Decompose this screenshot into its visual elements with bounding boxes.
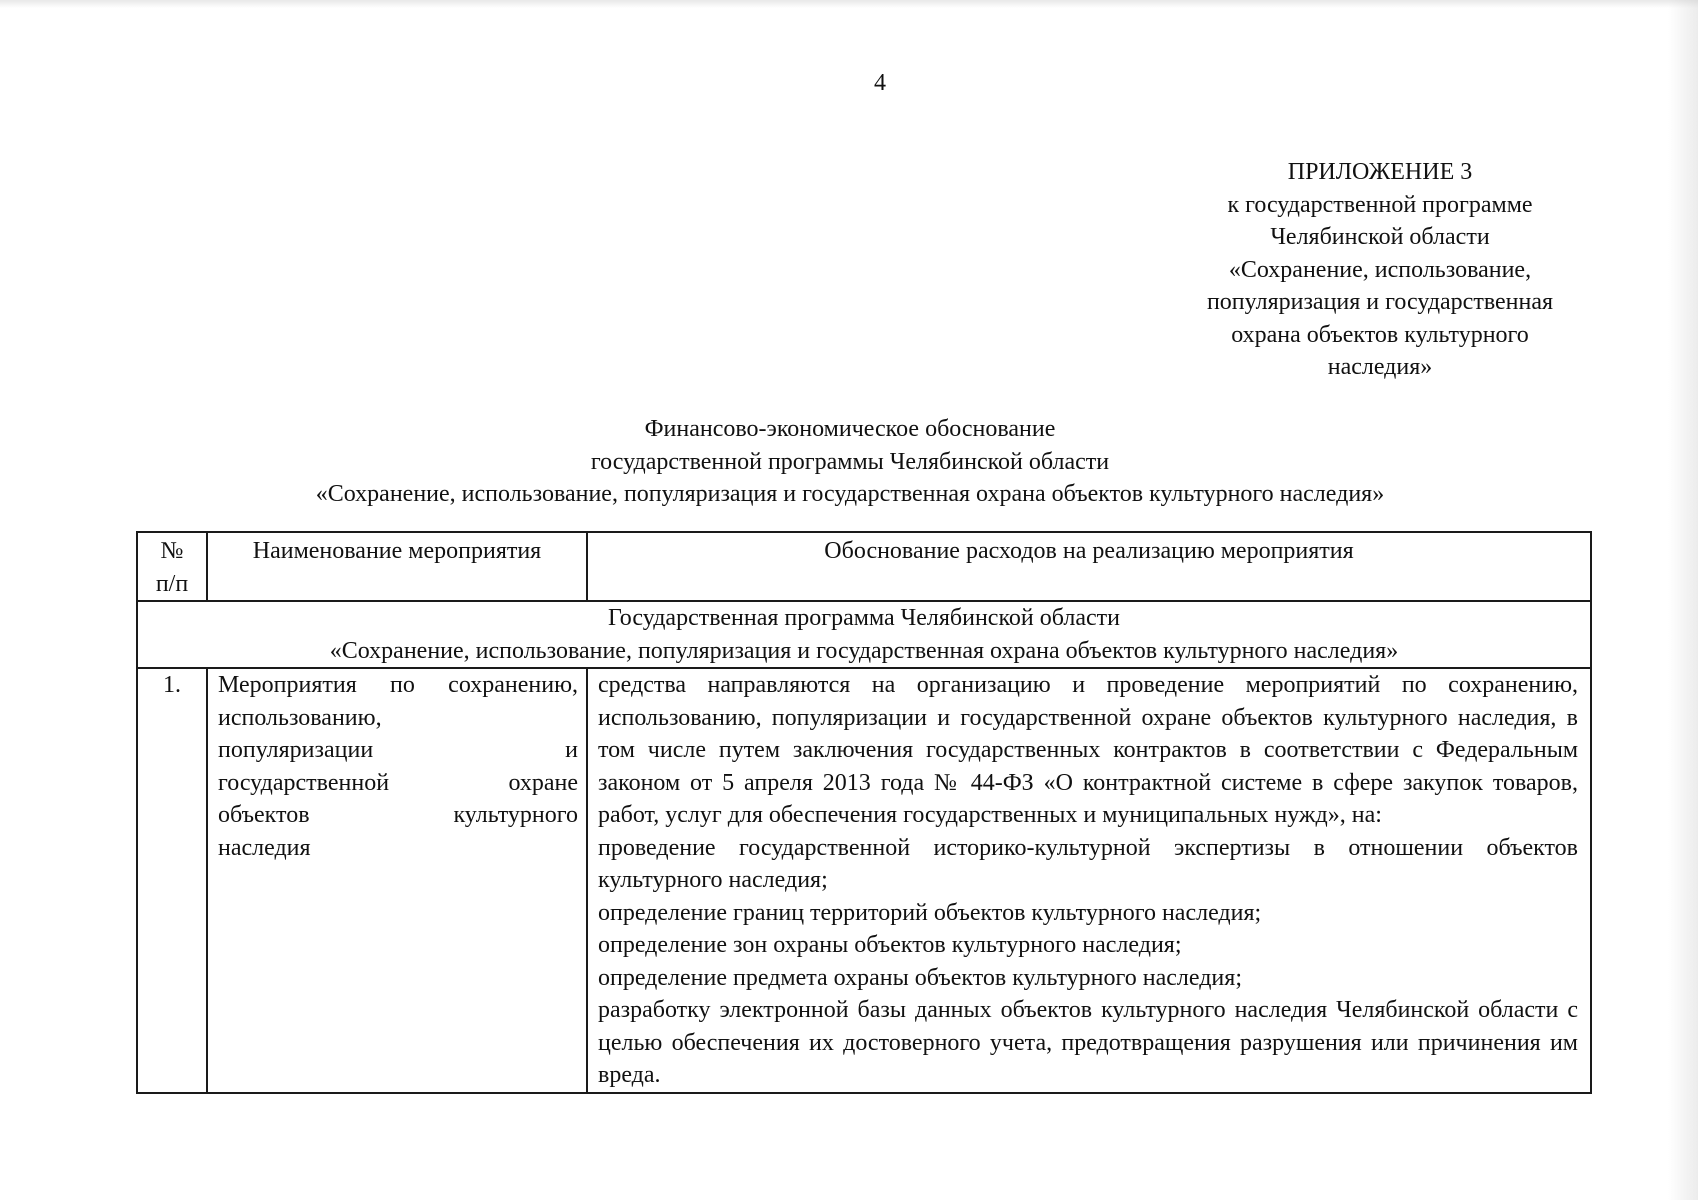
appendix-line: ПРИЛОЖЕНИЕ 3 bbox=[1287, 159, 1473, 185]
reason-paragraph: определение границ территорий объектов культурного наследия; bbox=[598, 899, 1262, 926]
row-name-line: Мероприятия по сохранению, bbox=[218, 672, 578, 698]
header-number bbox=[137, 532, 207, 601]
reason-paragraph: определение зон охраны объектов культурного наследия; bbox=[598, 932, 1182, 958]
appendix-line: наследия» bbox=[1327, 354, 1433, 380]
program-line: Государственная программа Челябинской области bbox=[608, 605, 1120, 631]
appendix-line: Челябинской области bbox=[1270, 224, 1490, 250]
reason-paragraph: проведение государственной историко-культурной экспертизы в отношении объектов культурного наследия; bbox=[598, 834, 1578, 893]
row-reason bbox=[587, 668, 1591, 1093]
row-name-line: наследия bbox=[218, 834, 311, 861]
row-name-line: популяризации и bbox=[218, 737, 578, 763]
program-row bbox=[137, 601, 1591, 668]
row-name-line: государственной охране bbox=[218, 769, 578, 796]
table-header-row bbox=[137, 532, 1591, 601]
appendix-line: популяризация и государственная bbox=[1206, 289, 1554, 315]
row-name-line: объектов культурного bbox=[218, 802, 578, 828]
title-line: государственной программы Челябинской области bbox=[590, 448, 1110, 475]
appendix-line: к государственной программе bbox=[1227, 191, 1533, 218]
appendix-line: охрана объектов культурного bbox=[1231, 321, 1529, 348]
header-name: Наименование мероприятия bbox=[207, 532, 587, 601]
row-name bbox=[207, 668, 587, 1093]
scan-top-edge bbox=[0, 0, 1698, 8]
row-number: 1. bbox=[137, 668, 207, 1093]
table-row bbox=[137, 668, 1591, 1093]
justification-table bbox=[136, 531, 1592, 1094]
reason-paragraph: разработку электронной базы данных объектов культурного наследия Челябинской области с целью обеспечения их достоверного учета, предотвращения разрушения или причинения им вреда. bbox=[598, 997, 1578, 1088]
header-reason: Обоснование расходов на реализацию мероприятия bbox=[587, 532, 1591, 601]
appendix-line: «Сохранение, использование, bbox=[1228, 256, 1532, 283]
reason-paragraph: определение предмета охраны объектов культурного наследия; bbox=[598, 964, 1242, 991]
program-line: «Сохранение, использование, популяризация и государственная охрана объектов культурного наследия» bbox=[329, 637, 1399, 664]
appendix-block bbox=[1160, 156, 1600, 384]
program-cell bbox=[137, 601, 1591, 668]
title-line: «Сохранение, использование, популяризация и государственная охрана объектов культурного наследия» bbox=[315, 481, 1385, 507]
scan-right-edge bbox=[1668, 0, 1698, 1200]
document-title bbox=[120, 413, 1580, 511]
title-line: Финансово-экономическое обоснование bbox=[644, 416, 1056, 442]
reason-paragraph: средства направляются на организацию и проведение мероприятий по сохранению, использованию, популяризации и государственной охране объектов культурного наследия, в том числе путем заключения государственных контрактов в соответствии с Федеральным законом от 5 апреля 2013 года № 44-ФЗ «О контрактной системе в сфере закупок товаров, работ, услуг для обеспечения государственных и муниципальных нужд», на: bbox=[598, 672, 1578, 828]
page-number: 4 bbox=[874, 70, 886, 96]
row-name-line: использованию, bbox=[218, 704, 382, 731]
header-number-line2: п/п bbox=[155, 570, 189, 597]
header-number-line1: № bbox=[160, 538, 184, 564]
